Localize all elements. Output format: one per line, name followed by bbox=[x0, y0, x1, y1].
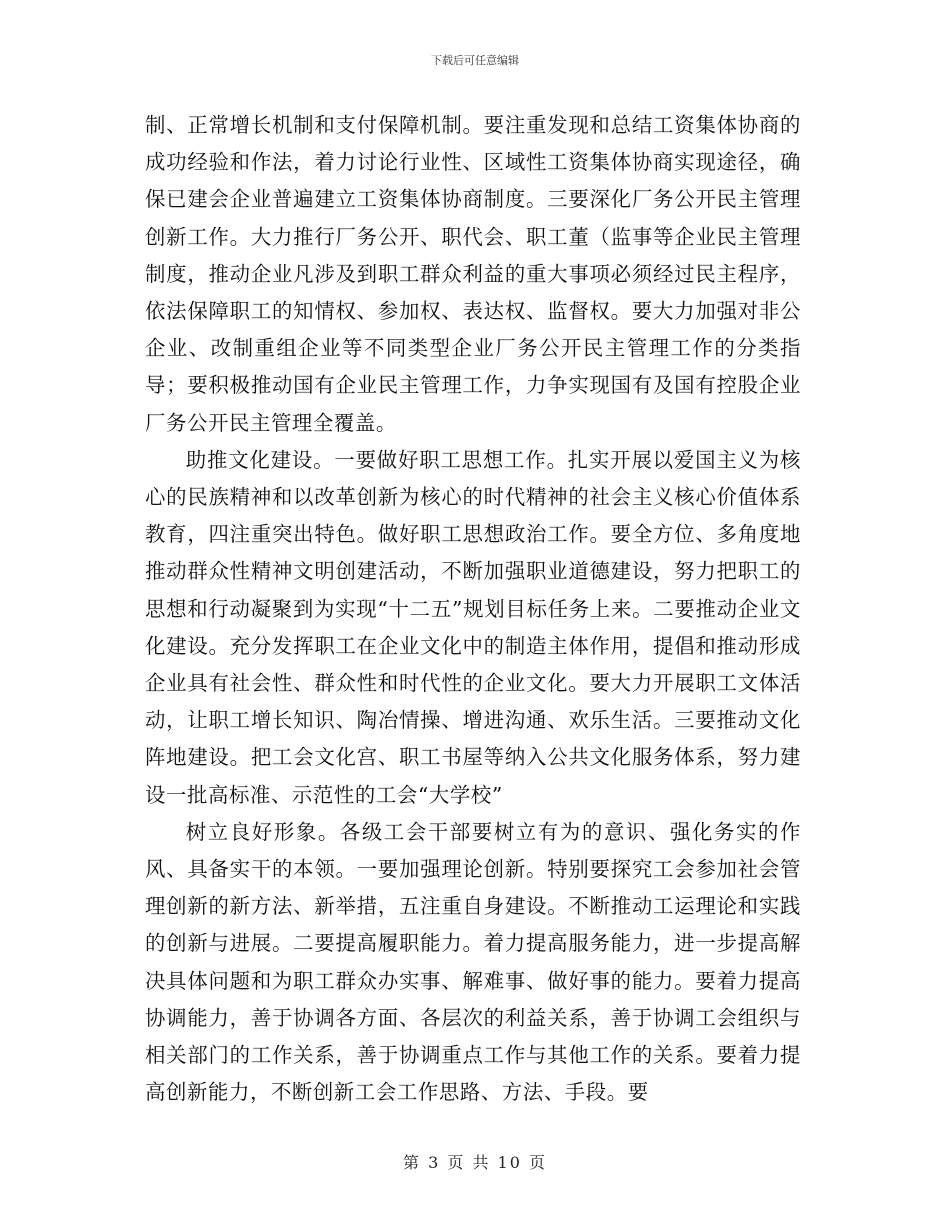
footer-middle: 页 共 bbox=[447, 1153, 491, 1172]
current-page-number: 3 bbox=[428, 1153, 441, 1172]
paragraph: 制、正常增长机制和支付保障机制。要注重发现和总结工资集体协商的成功经验和作法，着力讨论行业性、区域性工资集体协商实现途径，确保已建会企业普遍建立工资集体协商制度。三要深化厂务公开民主管理创新工作。大力推行厂务公开、职代会、职工董（监事等企业民主管理制度，推动企业凡涉及到职工群众利益的重大事项必须经过民主程序，依法保障职工的知情权、参加权、表达权、监督权。要大力加强对非公企业、改制重组企业等不同类型企业厂务公开民主管理工作的分类指导；要积极推动国有企业民主管理工作，力争实现国有及国有控股企业厂务公开民主管理全覆盖。 bbox=[145, 113, 801, 435]
page-footer bbox=[0, 1150, 950, 1173]
footer-suffix: 页 bbox=[529, 1153, 548, 1172]
footer-prefix: 第 bbox=[402, 1153, 421, 1172]
document-body bbox=[145, 107, 801, 1111]
total-page-number: 10 bbox=[497, 1153, 522, 1172]
page-header: 下载后可任意编辑 bbox=[431, 54, 519, 67]
paragraph: 助推文化建设。一要做好职工思想工作。扎实开展以爱国主义为核心的民族精神和以改革创新为核心的时代精神的社会主义核心价值体系教育，四注重突出特色。做好职工思想政治工作。要全方位、多角度地推动群众性精神文明创建活动，不断加强职业道德建设，努力把职工的思想和行动凝聚到为实现“十二五”规划目标任务上来。二要推动企业文化建设。充分发挥职工在企业文化中的制造主体作用，提倡和推动形成企业具有社会性、群众性和时代性的企业文化。要大力开展职工文体活动，让职工增长知识、陶冶情操、增进沟通、欢乐生活。三要推动文化阵地建设。把工会文化宫、职工书屋等纳入公共文化服务体系，努力建设一批高标准、示范性的工会“大学校” bbox=[145, 447, 801, 807]
paragraph: 树立良好形象。各级工会干部要树立有为的意识、强化务实的作风、具备实干的本领。一要加强理论创新。特别要探究工会参加社会管理创新的新方法、新举措，五注重自身建设。不断推动工运理论和实践的创新与进展。二要提高履职能力。着力提高服务能力，进一步提高解决具体问题和为职工群众办实事、解难事、做好事的能力。要着力提高协调能力，善于协调各方面、各层次的利益关系，善于协调工会组织与相关部门的工作关系，善于协调重点工作与其他工作的关系。要着力提高创新能力，不断创新工会工作思路、方法、手段。要 bbox=[145, 819, 801, 1105]
